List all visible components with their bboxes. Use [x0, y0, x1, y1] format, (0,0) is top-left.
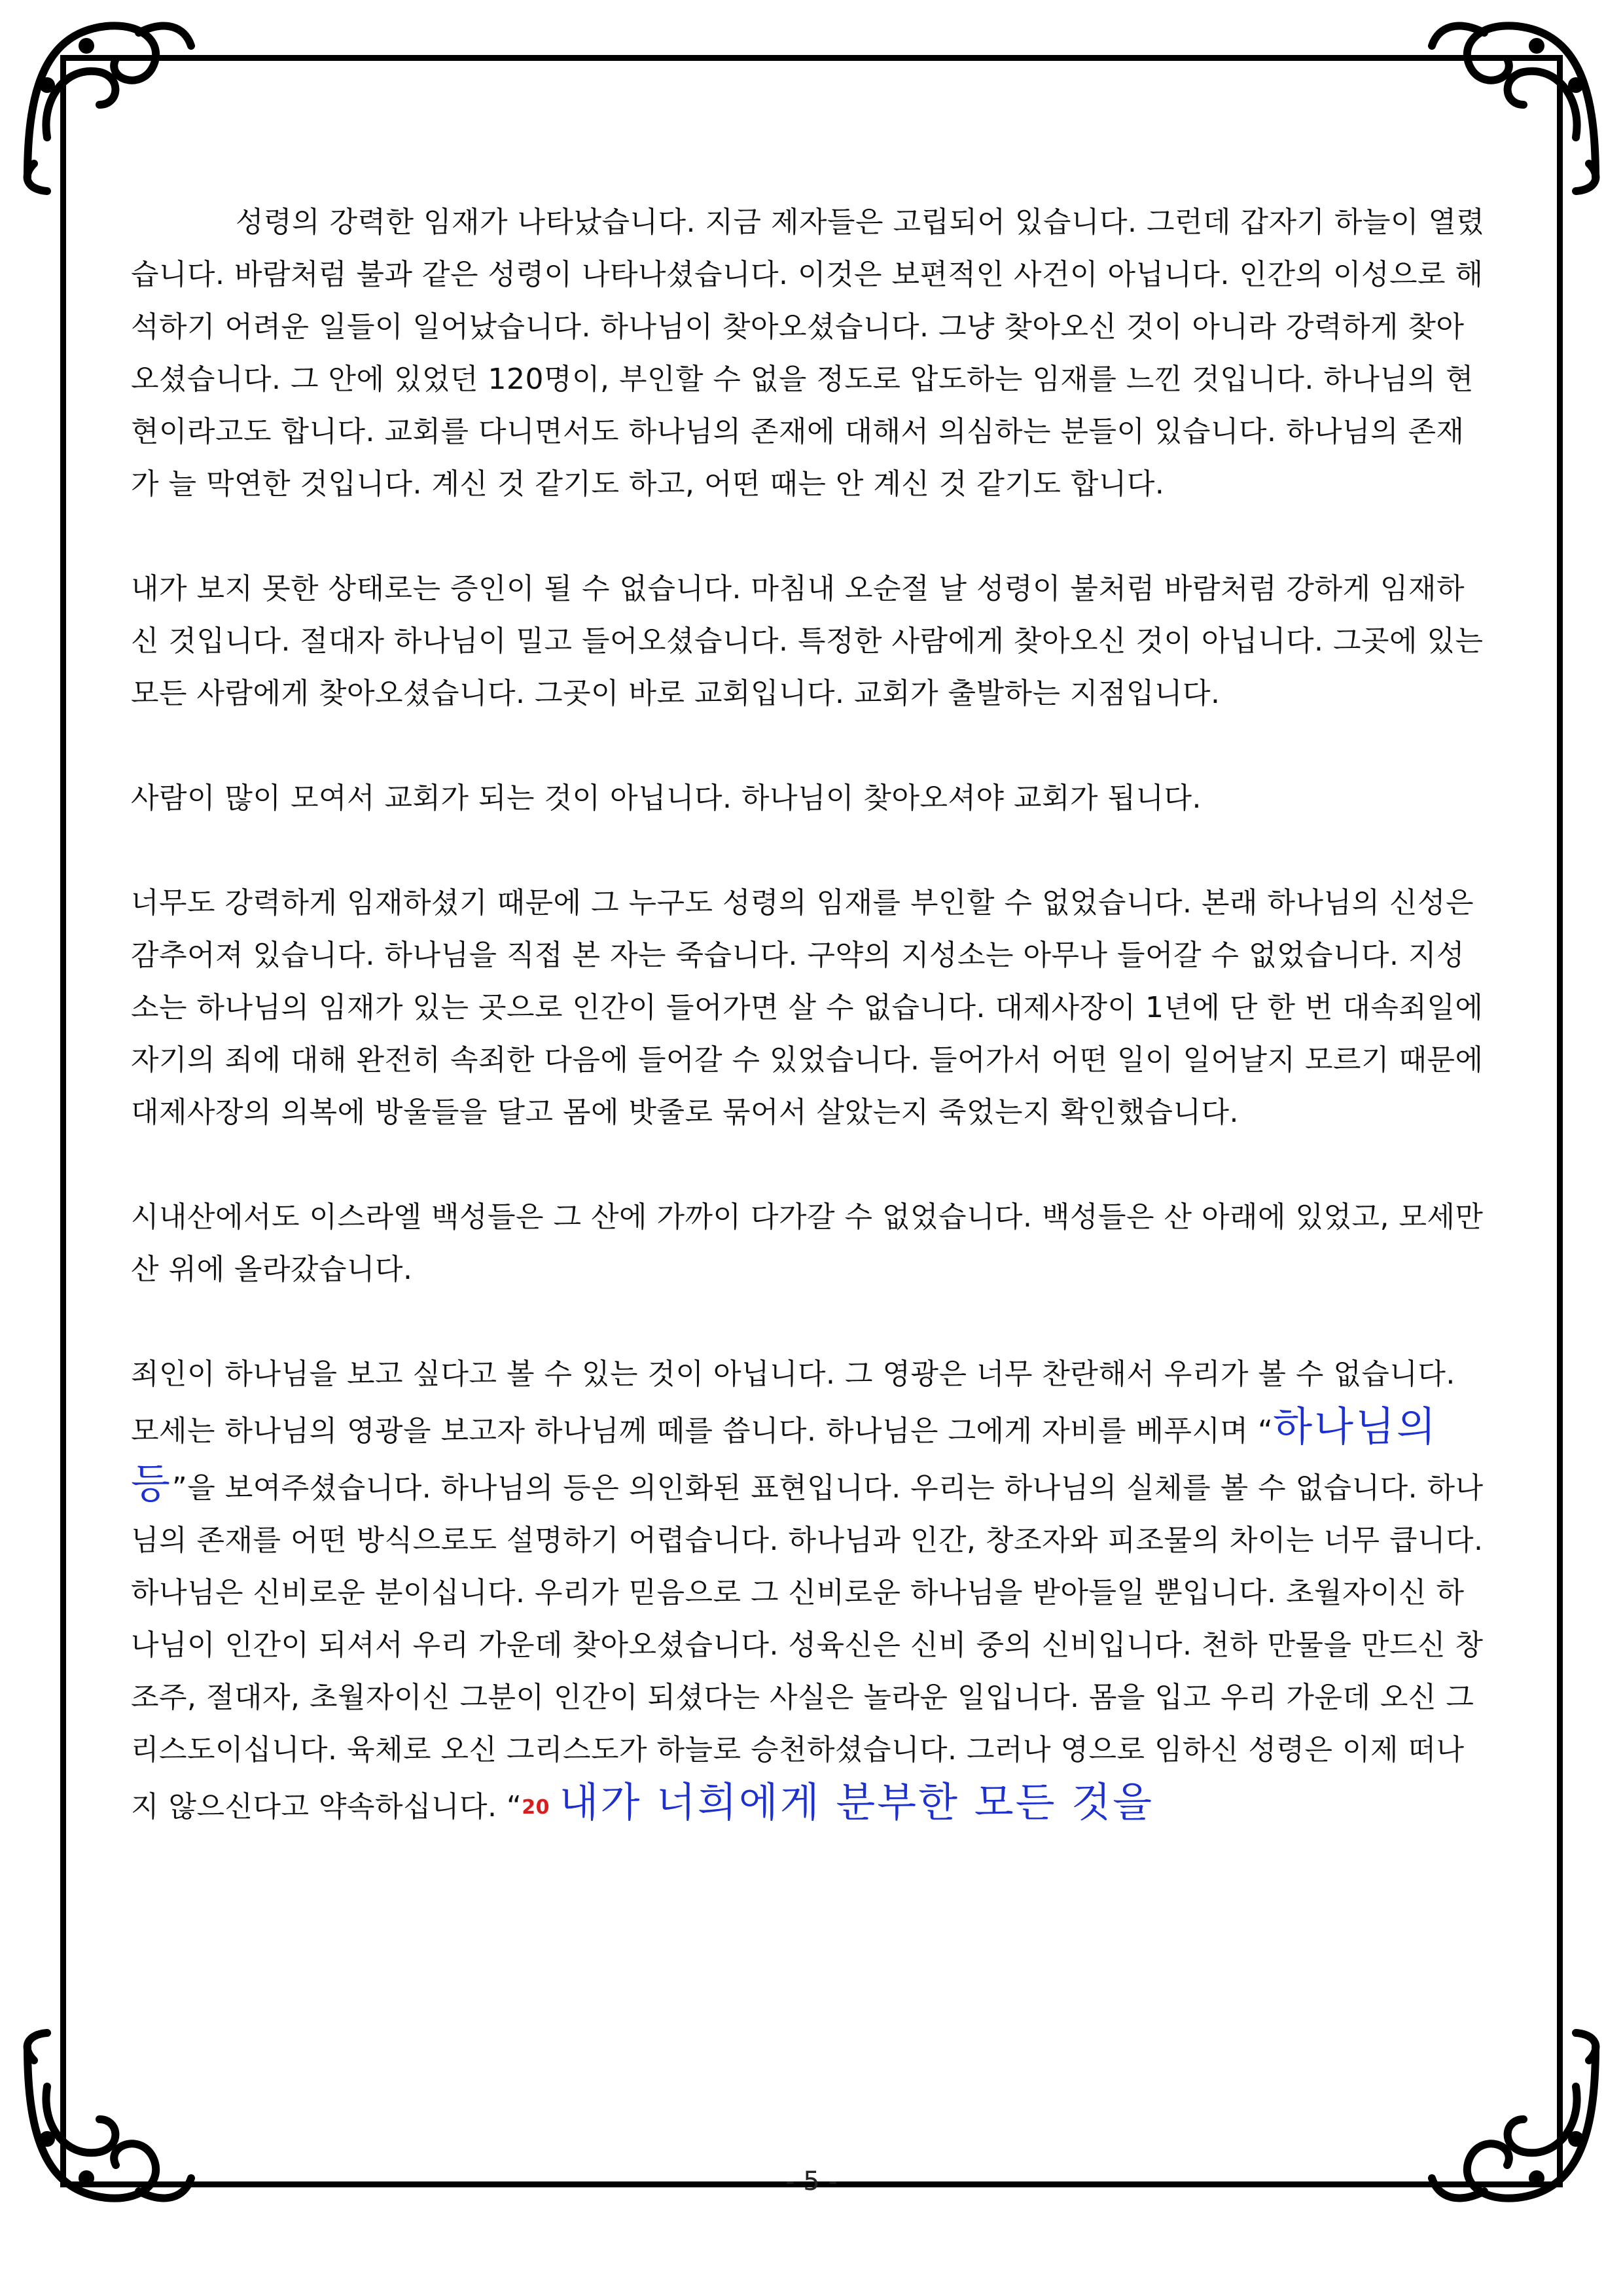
- document-body: [131, 196, 1492, 1834]
- emphasis-phrase: 하나님의 등: [131, 1403, 1438, 1507]
- paragraph-4: 너무도 강력하게 임재하셨기 때문에 그 누구도 성령의 임재를 부인할 수 없었습니다. 본래 하나님의 신성은 감추어져 있습니다. 하나님을 직접 본 자는 죽습니다. 구약의 지성소는 아무나 들어갈 수 없었습니다. 지성소는 하나님의 임재가 있는 곳으로 인간이 들어가면 살 수 없습니다. 대제사장이 1년에 단 한 번 대속죄일에 자기의 죄에 대해 완전히 속죄한 다음에 들어갈 수 있었습니다. 들어가서 어떤 일이 일어날지 모르기 때문에 대제사장의 의복에 방울들을 달고 몸에 밧줄로 묶어서 살았는지 죽었는지 확인했습니다.: [131, 886, 1484, 1129]
- verse-quote: 내가 너희에게 분부한 모든 것을: [559, 1778, 1154, 1826]
- verse-number: 20: [522, 1796, 550, 1819]
- paragraph-3: 사람이 많이 모여서 교회가 되는 것이 아닙니다. 하나님이 찾아오셔야 교회가 됩니다.: [131, 781, 1202, 815]
- paragraph-5: 시내산에서도 이스라엘 백성들은 그 산에 가까이 다가갈 수 없었습니다. 백성들은 산 아래에 있었고, 모세만 산 위에 올라갔습니다.: [131, 1200, 1484, 1286]
- page-number: - 5 -: [785, 2166, 838, 2197]
- paragraph-1: 성령의 강력한 임재가 나타났습니다. 지금 제자들은 고립되어 있습니다. 그런데 갑자기 하늘이 열렸습니다. 바람처럼 불과 같은 성령이 나타나셨습니다. 이것은 보편적인 사건이 아닙니다. 인간의 이성으로 해석하기 어려운 일들이 일어났습니다. 하나님이 찾아오셨습니다. 그냥 찾아오신 것이 아니라 강력하게 찾아오셨습니다. 그 안에 있었던 120명이, 부인할 수 없을 정도로 압도하는 임재를 느낀 것입니다. 하나님의 현현이라고도 합니다. 교회를 다니면서도 하나님의 존재에 대해서 의심하는 분들이 있습니다. 하나님의 존재가 늘 막연한 것입니다. 계신 것 같기도 하고, 어떤 때는 안 계신 것 같기도 합니다.: [131, 206, 1485, 501]
- paragraph-2: 내가 보지 못한 상태로는 증인이 될 수 없습니다. 마침내 오순절 날 성령이 불처럼 바람처럼 강하게 임재하신 것입니다. 절대자 하나님이 밀고 들어오셨습니다. 특정한 사람에게 찾아오신 것이 아닙니다. 그곳에 있는 모든 사람에게 찾아오셨습니다. 그곳이 바로 교회입니다. 교회가 출발하는 지점입니다.: [131, 572, 1484, 710]
- paragraph-6-text-b: ”을 보여주셨습니다. 하나님의 등은 의인화된 표현입니다. 우리는 하나님의 실체를 볼 수 없습니다. 하나님의 존재를 어떤 방식으로도 설명하기 어렵습니다. 하나님과 인간, 창조자와 피조물의 차이는 너무 큽니다. 하나님은 신비로운 분이십니다. 우리가 믿음으로 그 신비로운 하나님을 받아들일 뿐입니다. 초월자이신 하나님이 인간이 되셔서 우리 가운데 찾아오셨습니다. 성육신은 신비 중의 신비입니다. 천하 만물을 만드신 창조주, 절대자, 초월자이신 그분이 인간이 되셨다는 사실은 놀라운 일입니다. 몸을 입고 우리 가운데 오신 그리스도이십니다. 육체로 오신 그리스도가 하늘로 승천하셨습니다. 그러나 영으로 임하신 성령은 이제 떠나지 않으신다고 약속하십니다. “: [131, 1471, 1484, 1823]
- paragraph-6: [131, 1348, 1492, 1834]
- paragraph-6-text-a: 죄인이 하나님을 보고 싶다고 볼 수 있는 것이 아닙니다. 그 영광은 너무 찬란해서 우리가 볼 수 없습니다. 모세는 하나님의 영광을 보고자 하나님께 떼를 씁니다. 하나님은 그에게 자비를 베푸시며 “: [131, 1357, 1455, 1448]
- corner-ornament-top-left: [8, 7, 198, 196]
- corner-ornament-top-right: [1425, 7, 1615, 196]
